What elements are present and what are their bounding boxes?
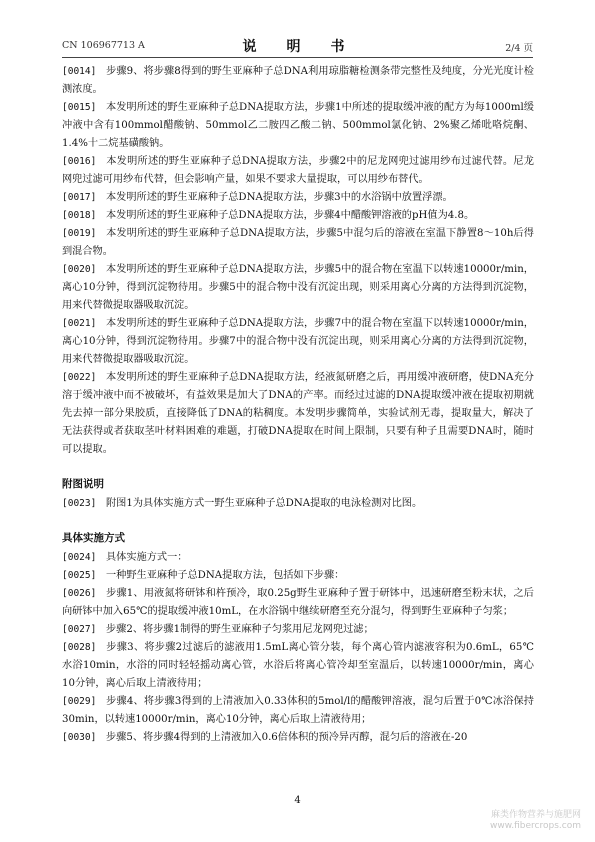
paragraph [62,549,534,567]
paragraph-text: 本发明所述的野生亚麻种子总DNA提取方法，步骤5中混匀后的溶液在室温下静置8～10h后得到混合物。 [62,228,534,257]
paragraph-text: 本发明所述的野生亚麻种子总DNA提取方法，步骤3中的水浴锅中放置浮漂。 [106,192,453,203]
paragraph-text: 一种野生亚麻种子总DNA提取方法，包括如下步骤： [106,570,345,581]
header-divider [62,57,533,58]
paragraph [62,585,534,621]
paragraph-text: 具体实施方式一： [106,552,188,563]
paragraph [62,369,534,459]
paragraph-number: [0018] [62,210,97,221]
paragraph-text: 本发明所述的野生亚麻种子总DNA提取方法，步骤7中的混合物在室温下以转速10000r/min，离心10分钟，得到沉淀物待用。步骤7中的混合物中没有沉淀出现，则采用离心分离的方法得到沉淀物，用来代替微提取器吸取沉淀。 [62,318,534,365]
paragraph [62,621,534,639]
paragraph-number: [0017] [62,192,97,203]
paragraph [62,639,534,693]
section-heading-embodiment: 具体实施方式 [62,532,125,544]
paragraph [62,315,534,369]
paragraph [62,189,534,207]
paragraph-number: [0023] [62,498,97,509]
paragraph-text: 本发明所述的野生亚麻种子总DNA提取方法，步骤2中的尼龙网兜过滤用纱布过滤代替。尼龙网兜过滤可用纱布代替，但会影响产量，如果不要求大量提取，可以用纱布替代。 [62,156,534,185]
paragraph [62,495,534,513]
page-number: 4 [294,795,301,806]
paragraph-block-claims [62,63,534,459]
paragraph-text: 步骤3、将步骤2过滤后的滤液用1.5mL离心管分装，每个离心管内滤液容积为0.6mL，65℃水浴10min，水浴的同时轻轻摇动离心管，水浴后将离心管冷却至室温后，以转速10000r/min，离心10分钟，离心后取上清液待用； [62,642,534,689]
paragraph [62,567,534,585]
paragraph-number: [0030] [62,732,97,743]
document-title: 说 明 书 [242,39,353,55]
section-heading-figures: 附图说明 [62,478,104,490]
paragraph-block-embodiment [62,549,534,747]
paragraph [62,207,534,225]
paragraph-text: 步骤9、将步骤8得到的野生亚麻种子总DNA利用琼脂糖检测条带完整性及纯度，分光光度计检测浓度。 [62,66,534,95]
paragraph-number: [0026] [62,588,97,599]
page-header [62,36,533,56]
paragraph-text: 步骤2、将步骤1制得的野生亚麻种子匀浆用尼龙网兜过滤； [106,624,374,635]
paragraph-number: [0024] [62,552,97,563]
paragraph [62,225,534,261]
paragraph-text: 附图1为具体实施方式一野生亚麻种子总DNA提取的电泳检测对比图。 [106,498,423,509]
paragraph [62,693,534,729]
watermark [490,810,581,832]
paragraph [62,99,534,153]
paragraph-text: 步骤1、用液氮将研钵和杵预冷，取0.25g野生亚麻种子置于研钵中，迅速研磨至粉末状，之后向研钵中加入65℃的提取缓冲液10mL，在水浴锅中继续研磨至充分混匀，得到野生亚麻种子匀浆； [62,588,534,617]
paragraph-text: 步骤4、将步骤3得到的上清液加入0.33体积的5mol/l的醋酸钾溶液，混匀后置于0℃冰浴保持30min，以转速10000r/min，离心10分钟，离心后取上清液待用； [62,696,534,725]
paragraph [62,63,534,99]
paragraph-number: [0015] [62,102,97,113]
page-reference: 2/4 页 [505,43,533,54]
paragraph [62,261,534,315]
paragraph-number: [0029] [62,696,97,707]
publication-number: CN 106967713 A [62,40,145,51]
paragraph-text: 本发明所述的野生亚麻种子总DNA提取方法，步骤5中的混合物在室温下以转速10000r/min，离心10分钟，得到沉淀物待用。步骤5中的混合物中没有沉淀出现，则采用离心分离的方法得到沉淀物，用来代替微提取器吸取沉淀。 [62,264,534,311]
paragraph-number: [0021] [62,318,97,329]
paragraph-text: 步骤5、将步骤4得到的上清液加入0.6倍体积的预冷异丙醇，混匀后的溶液在-20 [106,732,468,743]
paragraph-number: [0025] [62,570,97,581]
paragraph-text: 本发明所述的野生亚麻种子总DNA提取方法，经液氮研磨之后，再用缓冲液研磨，使DNA充分溶于缓冲液中而不被破坏，有益效果是加大了DNA的产率。而经过过滤的DNA提取缓冲液在提取初期就先去掉一部分果胶质，直接降低了DNA的粘稠度。本发明步骤简单，实验试剂无毒，提取量大，解决了无法获得或者获取茎叶材料困难的难题，打破DNA提取在时间上限制，只要有种子且需要DNA时，随时可以提取。 [62,372,534,455]
paragraph-number: [0028] [62,642,97,653]
paragraph-number: [0022] [62,372,97,383]
paragraph-number: [0020] [62,264,97,275]
document-body [62,63,534,747]
paragraph [62,729,534,747]
paragraph-text: 本发明所述的野生亚麻种子总DNA提取方法，步骤1中所述的提取缓冲液的配方为每1000ml缓冲液中含有100mmol醋酸钠、50mmol乙二胺四乙酸二钠、500mmol氯化钠、2%聚乙烯吡咯烷酮、1.4%十二烷基磺酸钠。 [62,102,534,149]
paragraph-block-figures [62,495,534,513]
watermark-line-2: www.fibercrops.com [490,821,581,831]
paragraph [62,153,534,189]
paragraph-number: [0014] [62,66,97,77]
paragraph-number: [0027] [62,624,97,635]
watermark-line-1: 麻类作物营养与施肥网 [490,810,581,820]
paragraph-text: 本发明所述的野生亚麻种子总DNA提取方法，步骤4中醋酸钾溶液的pH值为4.8。 [106,210,475,221]
paragraph-number: [0019] [62,228,97,239]
paragraph-number: [0016] [62,156,97,167]
